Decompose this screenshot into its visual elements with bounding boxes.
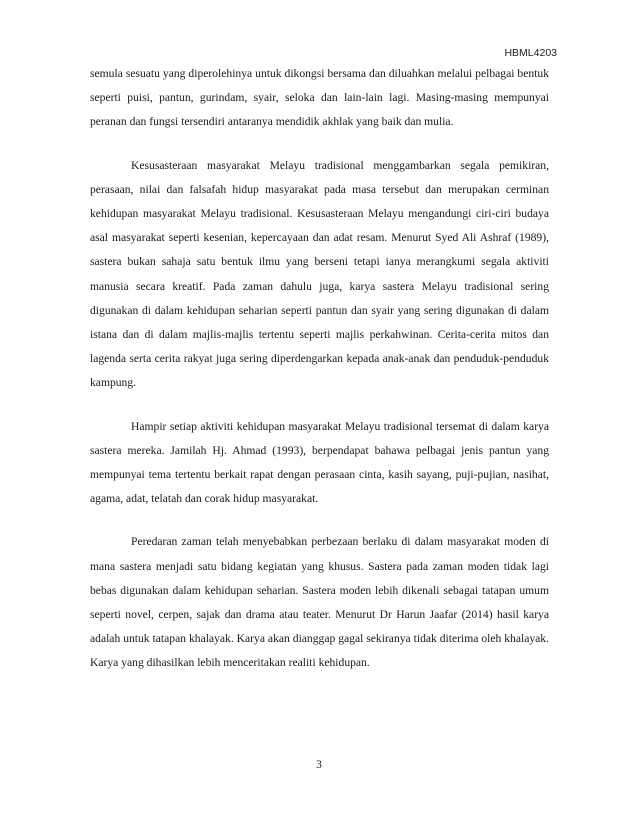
paragraph-peredaran-zaman: Peredaran zaman telah menyebabkan perbezaan berlaku di dalam masyarakat moden di mana sastera menjadi satu bidang kegiatan yang khusus. Sastera pada zaman moden tidak lagi bebas digunakan dalam kehidupan seharian. Sastera moden lebih dikenali sebagai tatapan umum seperti novel, cerpen, sajak dan drama atau teater. Menurut Dr Harun Jaafar (2014) hasil karya adalah untuk tatapan khalayak. Karya akan dianggap gagal sekiranya tidak diterima oleh khalayak. Karya yang dihasilkan lebih menceritakan realiti kehidupan.	[90, 535, 549, 670]
document-code: HBML4203	[504, 47, 557, 59]
page-number: 3	[316, 758, 322, 771]
paragraph-kesusasteraan: Kesusasteraan masyarakat Melayu tradisional menggambarkan segala pemikiran, perasaan, nilai dan falsafah hidup masyarakat pada masa tersebut dan merupakan cerminan kehidupan masyarakat Melayu tradisional. Kesusasteraan Melayu mengandungi ciri-ciri budaya asal masyarakat seperti kesenian, kepercayaan dan adat resam. Menurut Syed Ali Ashraf (1989), sastera bukan sahaja satu bentuk ilmu yang berseni tetapi ianya merangkumi segala aktiviti manusia secara kreatif. Pada zaman dahulu juga, karya sastera Melayu tradisional sering digunakan di dalam kehidupan seharian seperti pantun dan syair yang sering digunakan di dalam istana dan di dalam majlis-majlis tertentu seperti majlis perkahwinan. Cerita-cerita mitos dan lagenda serta cerita rakyat juga sering diperdengarkan kepada anak-anak dan penduduk-penduduk kampung.	[90, 158, 549, 390]
document-body	[90, 62, 549, 676]
paragraph-aktiviti-kehidupan: Hampir setiap aktiviti kehidupan masyarakat Melayu tradisional tersemat di dalam karya sastera mereka. Jamilah Hj. Ahmad (1993), berpendapat bahawa pelbagai jenis pantun yang mempunyai tema tertentu berkait rapat dengan perasaan cinta, kasih sayang, puji-pujian, nasihat, agama, adat, telatah dan corak hidup masyarakat.	[90, 419, 549, 506]
paragraph-continuation: semula sesuatu yang diperolehinya untuk dikongsi bersama dan diluahkan melalui pelbagai bentuk seperti puisi, pantun, gurindam, syair, seloka dan lain-lain lagi. Masing-masing mempunyai peranan dan fungsi tersendiri antaranya mendidik akhlak yang baik dan mulia.	[90, 67, 549, 129]
